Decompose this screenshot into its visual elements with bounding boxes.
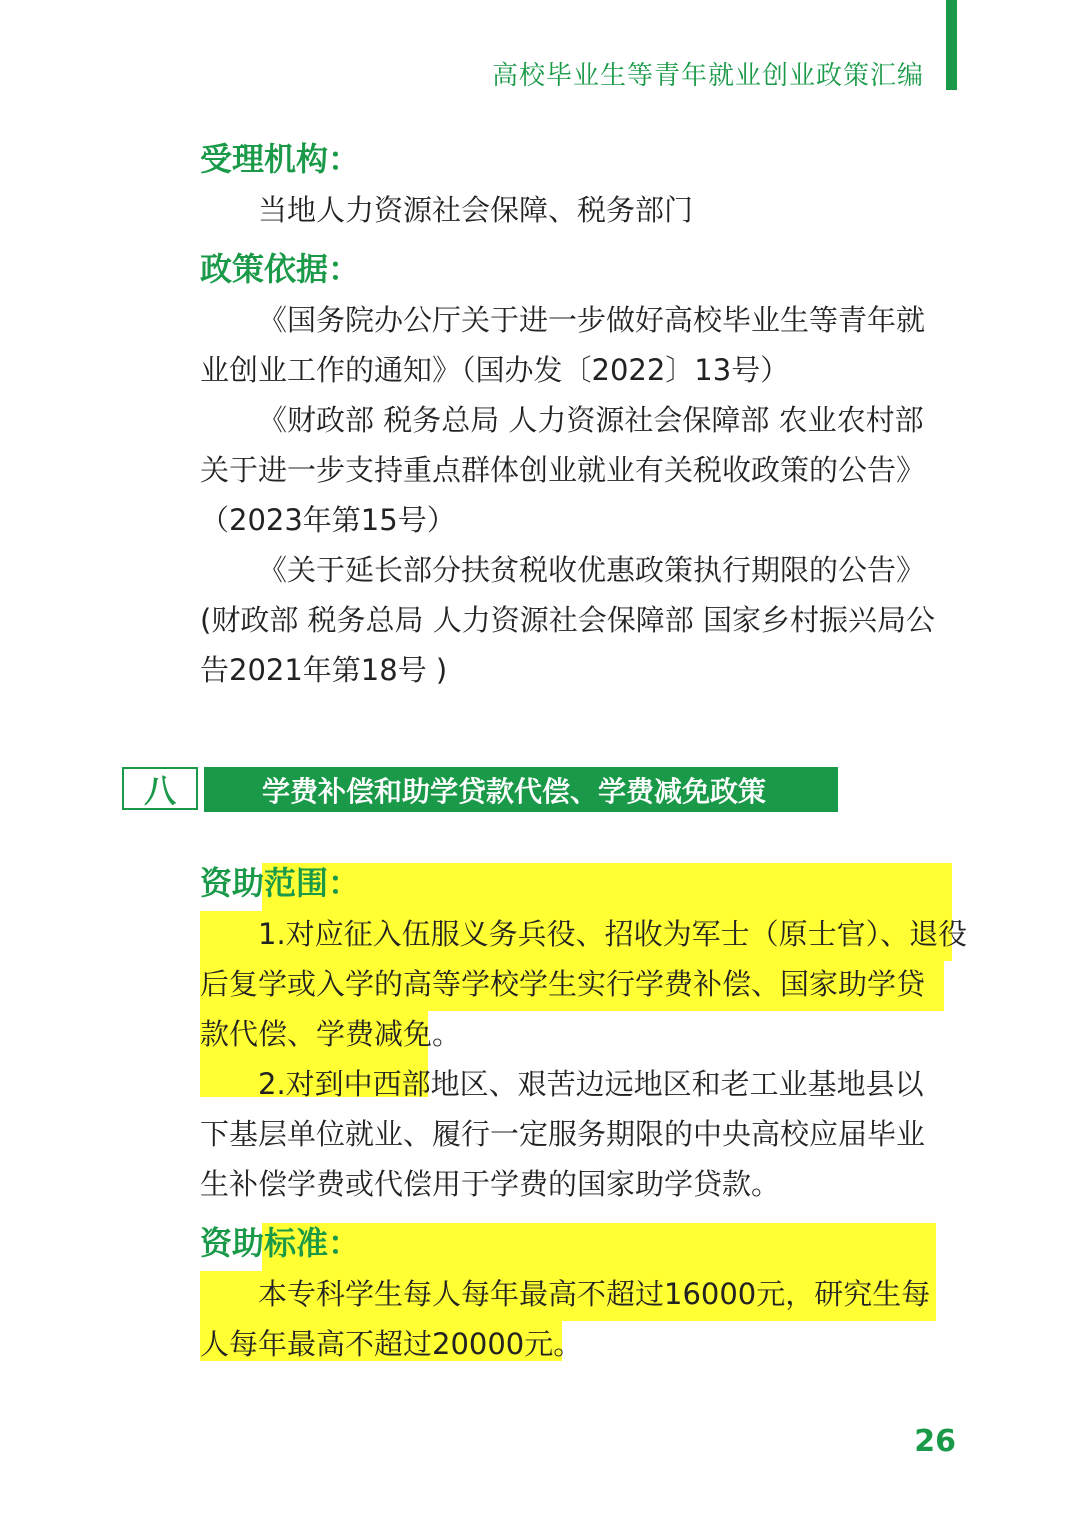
heading-agency: 受理机构： bbox=[200, 140, 361, 178]
scope-line: 1.对应征入伍服义务兵役、招收为军士（原士官）、退役 bbox=[258, 917, 968, 951]
standard-line: 人每年最高不超过20000元。 bbox=[200, 1327, 583, 1361]
basis-line: （2023年第15号） bbox=[200, 503, 456, 537]
scope-line: 下基层单位就业、履行一定服务期限的中央高校应届毕业 bbox=[200, 1117, 926, 1151]
heading-standard: 资助标准： bbox=[200, 1224, 361, 1262]
scope-line: 款代偿、学费减免。 bbox=[200, 1017, 462, 1051]
heading-scope: 资助范围： bbox=[200, 864, 361, 902]
basis-line: 《财政部 税务总局 人力资源社会保障部 农业农村部 bbox=[258, 403, 924, 437]
basis-line: 关于进一步支持重点群体创业就业有关税收政策的公告》 bbox=[200, 453, 926, 487]
header-accent-bar bbox=[946, 0, 957, 90]
basis-line: 告2021年第18号 ) bbox=[200, 653, 448, 687]
scope-line: 2.对到中西部地区、艰苦边远地区和老工业基地县以 bbox=[258, 1067, 924, 1101]
scope-line: 后复学或入学的高等学校学生实行学费补偿、国家助学贷 bbox=[200, 967, 926, 1001]
highlight-mark bbox=[262, 1223, 936, 1271]
heading-basis: 政策依据： bbox=[200, 250, 361, 288]
basis-line: 《国务院办公厅关于进一步做好高校毕业生等青年就 bbox=[258, 303, 926, 337]
header-title: 高校毕业生等青年就业创业政策汇编 bbox=[491, 61, 924, 91]
agency-text: 当地人力资源社会保障、税务部门 bbox=[258, 193, 694, 227]
basis-line: 《关于延长部分扶贫税收优惠政策执行期限的公告》 bbox=[258, 553, 926, 587]
page-number: 26 bbox=[914, 1424, 956, 1459]
basis-line: (财政部 税务总局 人力资源社会保障部 国家乡村振兴局公 bbox=[200, 603, 935, 637]
basis-line: 业创业工作的通知》（国办发〔2022〕13号） bbox=[200, 353, 790, 387]
section-title: 学费补偿和助学贷款代偿、学费减免政策 bbox=[204, 767, 838, 812]
section-number: 八 bbox=[122, 767, 198, 810]
highlight-mark bbox=[262, 863, 952, 911]
scope-line: 生补偿学费或代偿用于学费的国家助学贷款。 bbox=[200, 1167, 781, 1201]
standard-line: 本专科学生每人每年最高不超过16000元，研究生每 bbox=[258, 1277, 931, 1311]
